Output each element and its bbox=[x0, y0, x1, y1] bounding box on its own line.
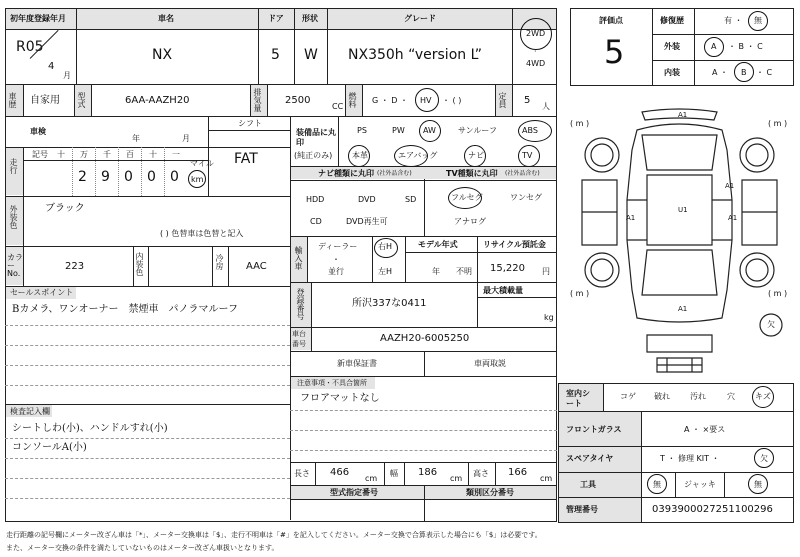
equip-ps: PS bbox=[357, 126, 367, 135]
model-year-label: モデル年式 bbox=[418, 240, 458, 249]
load-unit: kg bbox=[544, 313, 554, 322]
mileage-unit-label: 一 bbox=[172, 150, 180, 159]
management-label: 管理番号 bbox=[566, 505, 598, 514]
color-no-label: カラーNo. bbox=[7, 253, 23, 278]
seat-option: 破れ bbox=[654, 392, 670, 401]
notes-text: フロアマットなし bbox=[300, 393, 380, 404]
seat-selected: キズ bbox=[755, 392, 771, 401]
inspection-month-unit: 月 bbox=[182, 134, 190, 143]
interior-selected: B bbox=[741, 68, 747, 77]
model-value: 6AA-AAZH20 bbox=[125, 95, 190, 106]
tv-analog: アナログ bbox=[454, 217, 486, 226]
tv-oneseg: ワンセグ bbox=[510, 193, 542, 202]
equipment-sublabel: (純正のみ) bbox=[294, 151, 333, 160]
drive-2wd: 2WD bbox=[526, 29, 546, 38]
footer-line1: 走行距離の記号欄にメーター改ざん車は「*」、メーター交換車は「$」、走行不明車は「#」を記入してください。メーター交換で合算表示した場合にも「$」は必要です。 bbox=[6, 531, 542, 539]
diagram-a1-bottom: A1 bbox=[678, 305, 688, 313]
reg-year-label: 初年度登録年月 bbox=[10, 14, 66, 23]
mileage-digit: 2 bbox=[78, 169, 87, 185]
drive-dot: · bbox=[534, 47, 537, 56]
inspector-line2: コンソールA(小) bbox=[12, 442, 87, 453]
interior-label: 内装 bbox=[664, 68, 680, 77]
mileage-digit: 0 bbox=[147, 169, 156, 185]
model-label: 型式 bbox=[77, 92, 86, 108]
color-value: ブラック bbox=[45, 203, 85, 214]
reg-year-value: R05 bbox=[16, 39, 44, 55]
car-damage-diagram bbox=[562, 90, 796, 380]
import-label: 輸入車 bbox=[294, 246, 303, 270]
tv-sub: (社外品含む) bbox=[505, 170, 540, 177]
type-number-label: 型式指定番号 bbox=[330, 488, 378, 497]
spare-value: T ・ 修理 KIT ・ bbox=[660, 454, 720, 463]
diagram-a1-right2: A1 bbox=[728, 214, 738, 222]
equip-pw: PW bbox=[392, 126, 405, 135]
equip-abs: ABS bbox=[522, 126, 538, 135]
door-value: 5 bbox=[271, 47, 280, 63]
chassis-value: AAZH20-6005250 bbox=[380, 333, 470, 344]
repair-selected: 無 bbox=[754, 16, 762, 25]
width-value: 186 bbox=[418, 467, 438, 478]
ac-value: AAC bbox=[246, 261, 267, 272]
disp-label: 排気量 bbox=[253, 88, 262, 112]
warranty-label: 新車保証書 bbox=[337, 359, 377, 368]
reg-month-unit: 月 bbox=[63, 71, 71, 80]
nav-cd: CD bbox=[310, 217, 322, 226]
length-unit: cm bbox=[365, 474, 378, 483]
inspector-label: 検査記入欄 bbox=[10, 407, 50, 416]
length-label: 長さ bbox=[294, 469, 310, 478]
mileage-unit-label: 十 bbox=[149, 150, 157, 159]
exterior-selected: A bbox=[711, 42, 717, 51]
recycle-yen: 円 bbox=[542, 267, 550, 276]
drive-4wd: 4WD bbox=[526, 59, 546, 68]
equip-leather: 本革 bbox=[352, 151, 368, 160]
disp-value: 2500 bbox=[285, 95, 311, 106]
import-left: 左H bbox=[378, 267, 393, 276]
shape-label: 形状 bbox=[302, 14, 318, 23]
cap-unit: 人 bbox=[542, 102, 550, 111]
exterior-options: ・ B ・ C bbox=[728, 42, 763, 51]
equip-navi: ナビ bbox=[468, 151, 484, 160]
recycle-label: リサイクル預託金 bbox=[483, 240, 546, 249]
spare-label: スペアタイヤ bbox=[566, 454, 614, 463]
mile-label: マイル bbox=[190, 159, 214, 168]
nav-dvd: DVD bbox=[358, 195, 376, 204]
diagram-a1-left: A1 bbox=[626, 214, 636, 222]
nav-sub: (社外品含む) bbox=[377, 170, 412, 177]
jack-label: ジャッキ bbox=[684, 480, 716, 489]
tv-fullseg: フルセグ bbox=[451, 193, 483, 202]
color-no-value: 223 bbox=[65, 261, 85, 272]
interior-right: ・ C bbox=[756, 68, 773, 77]
diagram-dent: 欠 bbox=[767, 320, 775, 329]
mileage-digit: 0 bbox=[124, 169, 133, 185]
fuel-options-right: ・ ( ) bbox=[442, 96, 462, 105]
equip-airbag: エアバッグ bbox=[398, 151, 438, 160]
nav-sd: SD bbox=[405, 195, 417, 204]
mileage-unit-label: 千 bbox=[103, 150, 111, 159]
equip-aw: AW bbox=[423, 126, 436, 135]
plate-label: 登録番号 bbox=[296, 288, 305, 320]
bracket-tr: ( m ) bbox=[768, 119, 788, 128]
exterior-label: 外装 bbox=[664, 42, 680, 51]
score-label: 評価点 bbox=[599, 16, 623, 25]
ac-label: 冷房 bbox=[215, 254, 224, 270]
tv-label: TV種類に丸印 bbox=[446, 169, 498, 178]
length-value: 466 bbox=[330, 467, 350, 478]
shift-value: FAT bbox=[234, 151, 258, 167]
reg-month-value: 4 bbox=[48, 61, 55, 72]
windshield-label: フロントガラス bbox=[566, 425, 622, 434]
model-year-unit: 年 bbox=[432, 267, 440, 276]
door-label: ドア bbox=[268, 14, 284, 23]
recycle-value: 15,220 bbox=[490, 263, 525, 274]
shape-value: W bbox=[304, 47, 318, 63]
car-name-value: NX bbox=[152, 47, 173, 63]
repair-label: 修復歴 bbox=[660, 16, 684, 25]
shift-label: シフト bbox=[238, 119, 262, 128]
inspection-year-unit: 年 bbox=[132, 134, 140, 143]
color-label: 外装色 bbox=[9, 205, 18, 229]
mileage-digit: 9 bbox=[101, 169, 110, 185]
equipment-label: 装備品に丸印 bbox=[296, 128, 336, 148]
sales-point-text: Bカメラ、ワンオーナー 禁煙車 パノラマルーフ bbox=[12, 304, 239, 315]
disp-unit: CC bbox=[332, 102, 344, 111]
import-right: 右H bbox=[378, 242, 393, 251]
fuel-options-left: G ・ D ・ bbox=[372, 96, 408, 105]
interior-color-label: 内装色 bbox=[135, 252, 144, 276]
plate-value: 所沢337な0411 bbox=[352, 298, 427, 309]
score-value: 5 bbox=[604, 33, 625, 71]
bracket-tl: ( m ) bbox=[570, 119, 590, 128]
tools-selected: 無 bbox=[653, 480, 661, 489]
equip-tv: TV bbox=[522, 151, 533, 160]
import-dealer: ディーラー bbox=[318, 242, 358, 251]
mileage-digit: 0 bbox=[170, 169, 179, 185]
usage-label: 車歴 bbox=[8, 92, 17, 108]
import-dot: ・ bbox=[332, 255, 340, 264]
equip-sunroof: サンルーフ bbox=[458, 126, 497, 135]
nav-hdd: HDD bbox=[306, 195, 325, 204]
manual-label: 車両取説 bbox=[474, 359, 506, 368]
import-parallel: 並行 bbox=[328, 267, 344, 276]
windshield-value: A ・ ×要ス bbox=[684, 425, 726, 434]
mileage-mark-label: 記号 bbox=[32, 150, 48, 159]
interior-left: A ・ bbox=[712, 68, 729, 77]
seat-option: 穴 bbox=[727, 392, 735, 401]
spare-selected: 欠 bbox=[760, 454, 768, 463]
grade-label: グレード bbox=[404, 14, 436, 23]
grade-value: NX350h “version L” bbox=[348, 47, 482, 63]
jack-selected: 無 bbox=[754, 480, 762, 489]
height-label: 高さ bbox=[473, 469, 489, 478]
name-label: 車名 bbox=[158, 14, 174, 23]
km-label: km bbox=[191, 175, 204, 184]
class-number-label: 類別区分番号 bbox=[466, 488, 514, 497]
height-unit: cm bbox=[540, 474, 553, 483]
mileage-label: 走行 bbox=[9, 158, 18, 174]
usage-value: 自家用 bbox=[30, 95, 60, 106]
load-label: 最大積載量 bbox=[483, 286, 523, 295]
notes-label: 注意事項・不具合箇所 bbox=[297, 379, 367, 387]
inspector-line1: シートしわ(小)、ハンドルすれ(小) bbox=[12, 423, 168, 434]
nav-dvd-play: DVD再生可 bbox=[346, 217, 388, 226]
color-change-note: ( ) 色替車は色替と記入 bbox=[160, 229, 244, 238]
sales-point-label: セールスポイント bbox=[10, 288, 74, 297]
height-value: 166 bbox=[508, 467, 528, 478]
model-year-unknown: 不明 bbox=[456, 267, 472, 276]
cap-value: 5 bbox=[524, 95, 531, 106]
repair-options: 有 ・ bbox=[724, 16, 743, 25]
width-label: 幅 bbox=[390, 469, 398, 478]
inspection-label: 車検 bbox=[30, 127, 46, 136]
seat-option: コゲ bbox=[620, 392, 636, 401]
diagram-a1-top: A1 bbox=[678, 111, 688, 119]
nav-label: ナビ種類に丸印 bbox=[318, 169, 374, 178]
bracket-br: ( m ) bbox=[768, 289, 788, 298]
chassis-label: 車台番号 bbox=[292, 330, 306, 348]
management-value: 0393900027251100296 bbox=[652, 504, 773, 515]
diagram-u1: U1 bbox=[678, 206, 688, 214]
width-unit: cm bbox=[450, 474, 463, 483]
cap-label: 定員 bbox=[498, 92, 507, 108]
interior-seat-label: 室内シート bbox=[566, 389, 590, 409]
mileage-unit-label: 十 bbox=[57, 150, 65, 159]
mileage-unit-label: 万 bbox=[80, 150, 88, 159]
fuel-label: 燃料 bbox=[348, 92, 357, 108]
fuel-selected: HV bbox=[420, 96, 432, 105]
bracket-bl: ( m ) bbox=[570, 289, 590, 298]
seat-option: 汚れ bbox=[690, 392, 706, 401]
footer-line2: また、メーター交換の条件を満たしていないものはメーター改ざん車扱いとなります。 bbox=[6, 544, 279, 552]
diagram-a1-right: A1 bbox=[725, 182, 735, 190]
mileage-unit-label: 百 bbox=[126, 150, 134, 159]
tools-label: 工具 bbox=[580, 480, 596, 489]
